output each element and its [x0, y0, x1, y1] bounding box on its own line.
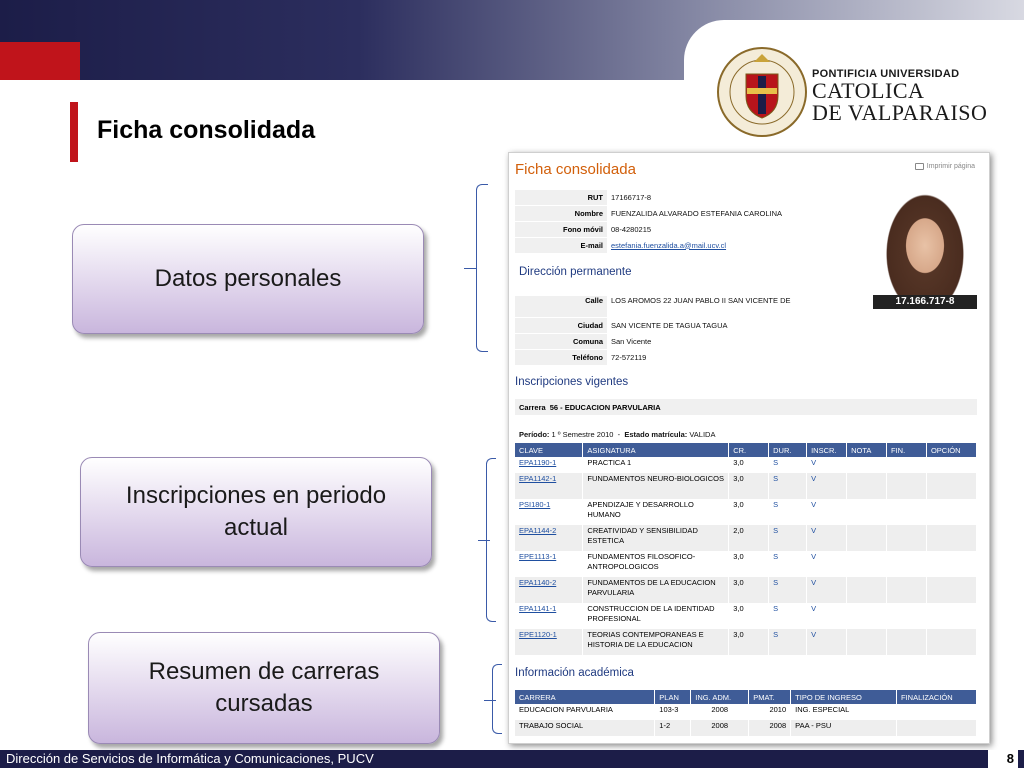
course-name: FUNDAMENTOS FILOSOFICO-ANTROPOLOGICOS: [583, 551, 729, 577]
bracket-tick: [478, 540, 490, 541]
print-label[interactable]: Imprimir página: [926, 163, 975, 170]
enrollment-heading: Inscripciones vigentes: [515, 376, 629, 388]
footer-text: Dirección de Servicios de Informática y Comunicaciones, PUCV: [6, 751, 374, 766]
kv-row: [515, 206, 805, 222]
periodo-label: Período:: [519, 430, 550, 439]
course-opcion: [926, 551, 976, 577]
print-link[interactable]: [915, 163, 975, 170]
title-accent-bar: [70, 102, 78, 162]
kv-value: LOS AROMOS 22 JUAN PABLO II SAN VICENTE DE: [611, 296, 791, 305]
course-cr: 3,0: [729, 629, 769, 655]
callout-label: Datos personales: [154, 265, 342, 292]
academic-row: [515, 720, 977, 736]
course-dur: S: [769, 577, 807, 603]
course-fin: [887, 551, 927, 577]
course-cr: 3,0: [729, 499, 769, 525]
acad-carrera: EDUCACION PARVULARIA: [515, 704, 655, 720]
course-inscr: V: [807, 499, 847, 525]
course-code-link[interactable]: EPA1141-1: [519, 604, 557, 613]
course-inscr: V: [807, 457, 847, 473]
course-inscr: V: [807, 551, 847, 577]
course-cr: 3,0: [729, 577, 769, 603]
course-table: [515, 443, 977, 655]
callout-enrollment: [80, 457, 432, 567]
carrera-row: [515, 399, 977, 415]
kv-row: [515, 222, 805, 238]
acad-pmat: 2010: [749, 704, 791, 720]
acad-ing: 2008: [691, 704, 749, 720]
col-header: PLAN: [655, 690, 691, 704]
course-cr: 3,0: [729, 473, 769, 499]
carrera-label: Carrera: [519, 402, 546, 412]
col-header: FIN.: [887, 443, 927, 457]
periodo-value: 1 º Semestre 2010: [551, 430, 614, 439]
acad-ing: 2008: [691, 720, 749, 736]
course-dur: S: [769, 473, 807, 499]
course-row: [515, 551, 977, 577]
ficha-screenshot: [508, 152, 990, 744]
personal-data-table: [515, 190, 805, 254]
callout-personal-data: [72, 224, 424, 334]
kv-row: [515, 334, 805, 350]
course-inscr: V: [807, 525, 847, 551]
kv-label: Nombre: [515, 206, 607, 221]
course-name: FUNDAMENTOS DE LA EDUCACION PARVULARIA: [583, 577, 729, 603]
col-header: TIPO DE INGRESO: [791, 690, 897, 704]
course-nota: [847, 551, 887, 577]
academic-heading: Información académica: [515, 667, 634, 679]
acad-plan: 103-3: [655, 704, 691, 720]
course-dur: S: [769, 525, 807, 551]
course-row: [515, 457, 977, 473]
col-header: OPCIÓN: [926, 443, 976, 457]
course-fin: [887, 577, 927, 603]
course-name: FUNDAMENTOS NEURO-BIOLOGICOS: [583, 473, 729, 499]
col-header: CLAVE: [515, 443, 583, 457]
course-inscr: V: [807, 473, 847, 499]
course-dur: S: [769, 551, 807, 577]
course-opcion: [926, 457, 976, 473]
kv-label: Fono móvil: [515, 222, 607, 237]
address-table: [515, 292, 805, 366]
bracket-tick: [464, 268, 476, 269]
acad-carrera: TRABAJO SOCIAL: [515, 720, 655, 736]
course-cr: 3,0: [729, 551, 769, 577]
course-fin: [887, 473, 927, 499]
course-name: CREATIVIDAD Y SENSIBILIDAD ESTETICA: [583, 525, 729, 551]
course-inscr: V: [807, 629, 847, 655]
course-nota: [847, 603, 887, 629]
estado-label: Estado matrícula:: [624, 430, 688, 439]
course-code-link[interactable]: EPE1120-1: [519, 630, 557, 639]
course-fin: [887, 499, 927, 525]
course-code-link[interactable]: EPE1113-1: [519, 552, 557, 561]
callout-career-summary: [88, 632, 440, 744]
course-row: [515, 473, 977, 499]
col-header: DUR.: [769, 443, 807, 457]
course-row: [515, 499, 977, 525]
course-dur: S: [769, 629, 807, 655]
slide-title: Ficha consolidada: [97, 116, 316, 144]
course-row: [515, 629, 977, 655]
bracket-academic: [492, 664, 502, 734]
course-cr: 2,0: [729, 525, 769, 551]
kv-label: Ciudad: [515, 318, 607, 333]
course-opcion: [926, 525, 976, 551]
course-fin: [887, 457, 927, 473]
photo-caption: 17.166.717-8: [873, 295, 977, 309]
printer-icon: [915, 163, 924, 170]
course-cr: 3,0: [729, 603, 769, 629]
academic-header-row: [515, 690, 977, 704]
kv-row: [515, 350, 805, 366]
logo-line-1: PONTIFICIA UNIVERSIDAD: [812, 68, 960, 80]
red-accent-block: [0, 42, 80, 80]
acad-fin: [897, 720, 977, 736]
kv-value: San Vicente: [611, 336, 652, 346]
course-fin: [887, 525, 927, 551]
course-code-link[interactable]: EPA1142-1: [519, 474, 557, 483]
course-code-link[interactable]: EPA1190-1: [519, 458, 557, 467]
footer-bar: [0, 750, 1024, 768]
course-opcion: [926, 603, 976, 629]
course-nota: [847, 457, 887, 473]
kv-label: RUT: [515, 190, 607, 205]
kv-label: E-mail: [515, 238, 607, 253]
logo-line-3: DE VALPARAISO: [812, 100, 988, 125]
page-number: 8: [988, 750, 1018, 768]
course-fin: [887, 629, 927, 655]
acad-tipo: PAA - PSU: [791, 720, 897, 736]
col-header: NOTA: [847, 443, 887, 457]
course-dur: S: [769, 457, 807, 473]
col-header: FINALIZACIÓN: [897, 690, 977, 704]
col-header: ING. ADM.: [691, 690, 749, 704]
course-code-link[interactable]: EPA1140-2: [519, 578, 557, 587]
course-nota: [847, 629, 887, 655]
acad-fin: [897, 704, 977, 720]
academic-table: [515, 690, 977, 736]
course-nota: [847, 525, 887, 551]
course-row: [515, 577, 977, 603]
course-row: [515, 525, 977, 551]
period-line: [519, 430, 715, 439]
course-dur: S: [769, 499, 807, 525]
kv-label: Comuna: [515, 334, 607, 349]
kv-value: 08-4280215: [611, 224, 652, 234]
kv-value: 17166717-8: [611, 192, 652, 202]
kv-value: SAN VICENTE DE TAGUA TAGUA: [611, 320, 728, 330]
col-header: PMAT.: [749, 690, 791, 704]
kv-value: FUENZALIDA ALVARADO ESTEFANIA CAROLINA: [611, 208, 783, 218]
email-link[interactable]: estefania.fuenzalida.a@mail.ucv.cl: [611, 240, 727, 250]
col-header: CR.: [729, 443, 769, 457]
col-header: ASIGNATURA: [583, 443, 729, 457]
estado-value: VALIDA: [689, 430, 716, 439]
acad-plan: 1-2: [655, 720, 691, 736]
course-nota: [847, 577, 887, 603]
course-code-link[interactable]: PSI180-1: [519, 500, 551, 509]
course-inscr: V: [807, 603, 847, 629]
university-seal-logo: [716, 44, 808, 140]
ficha-title: Ficha consolidada: [515, 161, 636, 178]
callout-label: Resumen de carreras cursadas: [148, 658, 380, 717]
course-header-row: [515, 443, 977, 457]
col-header: CARRERA: [515, 690, 655, 704]
course-name: CONSTRUCCION DE LA IDENTIDAD PROFESIONAL: [583, 603, 729, 629]
kv-label: Calle: [515, 296, 607, 317]
course-fin: [887, 603, 927, 629]
course-nota: [847, 499, 887, 525]
course-name: PRACTICA 1: [583, 457, 729, 473]
kv-value: 72-572119: [611, 352, 647, 362]
student-photo: [873, 189, 977, 307]
course-inscr: V: [807, 577, 847, 603]
course-row: [515, 603, 977, 629]
course-opcion: [926, 473, 976, 499]
kv-row: [515, 190, 805, 206]
course-opcion: [926, 577, 976, 603]
course-name: TEORIAS CONTEMPORANEAS E HISTORIA DE LA EDUCACION: [583, 629, 729, 655]
course-dur: S: [769, 603, 807, 629]
kv-row: [515, 238, 805, 254]
course-code-link[interactable]: EPA1144-2: [519, 526, 557, 535]
course-opcion: [926, 499, 976, 525]
bracket-tick: [484, 700, 496, 701]
logo-line-2: CATOLICA: [812, 78, 925, 103]
kv-label: Teléfono: [515, 350, 607, 365]
course-opcion: [926, 629, 976, 655]
callout-label: Inscripciones en periodo actual: [125, 482, 387, 541]
address-heading: Dirección permanente: [519, 266, 632, 278]
acad-tipo: ING. ESPECIAL: [791, 704, 897, 720]
course-nota: [847, 473, 887, 499]
carrera-value: 56 - EDUCACION PARVULARIA: [549, 402, 661, 412]
periodo-sep: -: [617, 430, 621, 439]
col-header: INSCR.: [807, 443, 847, 457]
academic-row: [515, 704, 977, 720]
kv-row: [515, 292, 805, 318]
course-cr: 3,0: [729, 457, 769, 473]
course-name: APENDIZAJE Y DESARROLLO HUMANO: [583, 499, 729, 525]
acad-pmat: 2008: [749, 720, 791, 736]
bracket-personal: [476, 184, 488, 352]
kv-row: [515, 318, 805, 334]
